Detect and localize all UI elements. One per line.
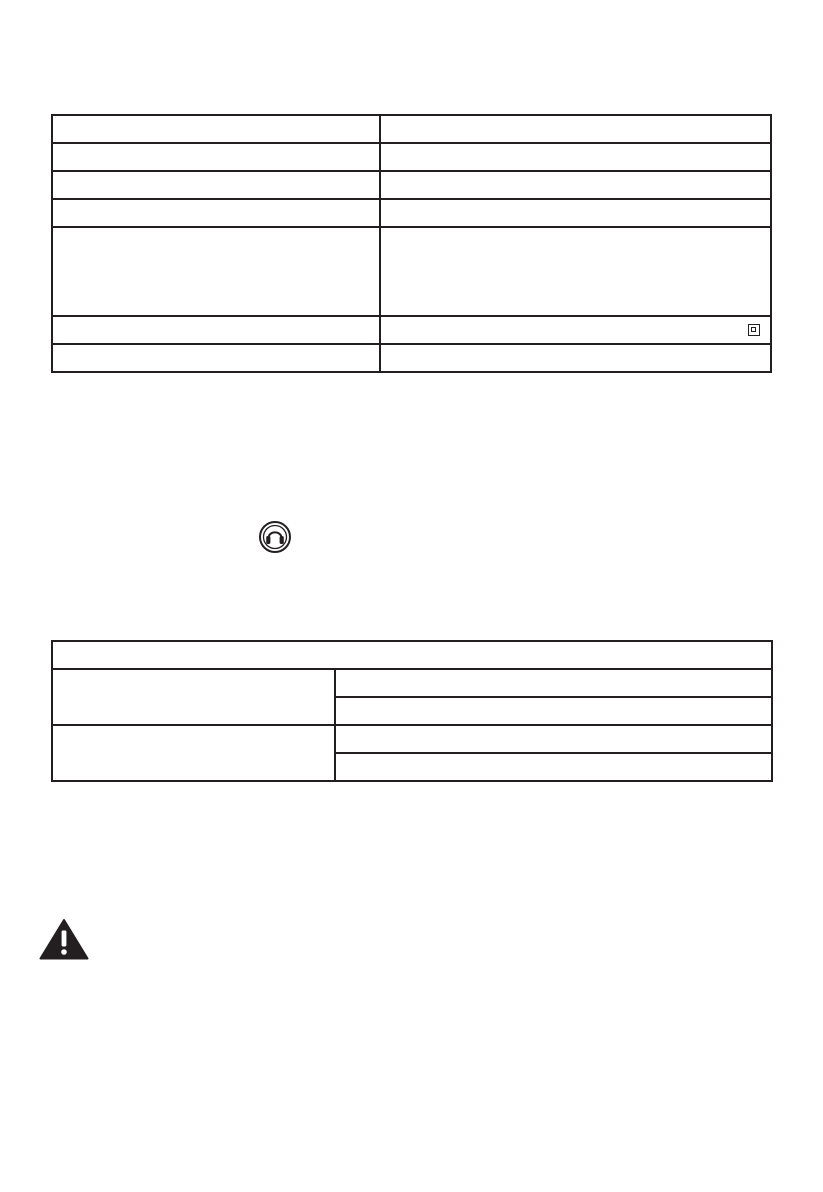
noise-table-header xyxy=(52,641,772,669)
noise-vibration-table xyxy=(51,640,773,782)
noise-group-label xyxy=(52,725,335,781)
table-row xyxy=(52,143,771,171)
spec-value xyxy=(380,143,771,171)
spec-label xyxy=(52,115,380,143)
warning-triangle-icon xyxy=(39,918,89,960)
spec-value xyxy=(380,227,771,316)
spec-label xyxy=(52,316,380,344)
spec-value xyxy=(380,199,771,227)
noise-value xyxy=(335,753,772,781)
spec-value-protection-class xyxy=(380,316,771,344)
noise-value xyxy=(335,669,772,697)
ear-protection-icon xyxy=(259,521,291,553)
table-row xyxy=(52,199,771,227)
spec-label xyxy=(52,344,380,372)
table-row xyxy=(52,344,771,372)
table-row xyxy=(52,171,771,199)
spec-label xyxy=(52,199,380,227)
noise-value xyxy=(335,725,772,753)
spec-value xyxy=(380,115,771,143)
spec-label xyxy=(52,143,380,171)
table-row xyxy=(52,115,771,143)
table-row xyxy=(52,316,771,344)
spec-label xyxy=(52,227,380,316)
technical-data-table xyxy=(51,114,772,373)
spec-value xyxy=(380,344,771,372)
noise-value xyxy=(335,697,772,725)
class-ii-double-square-icon xyxy=(748,324,760,336)
table-header-row xyxy=(52,641,772,669)
table-row xyxy=(52,725,772,753)
spec-label xyxy=(52,171,380,199)
spec-value xyxy=(380,171,771,199)
table-row xyxy=(52,227,771,316)
table-row xyxy=(52,669,772,697)
noise-group-label xyxy=(52,669,335,725)
